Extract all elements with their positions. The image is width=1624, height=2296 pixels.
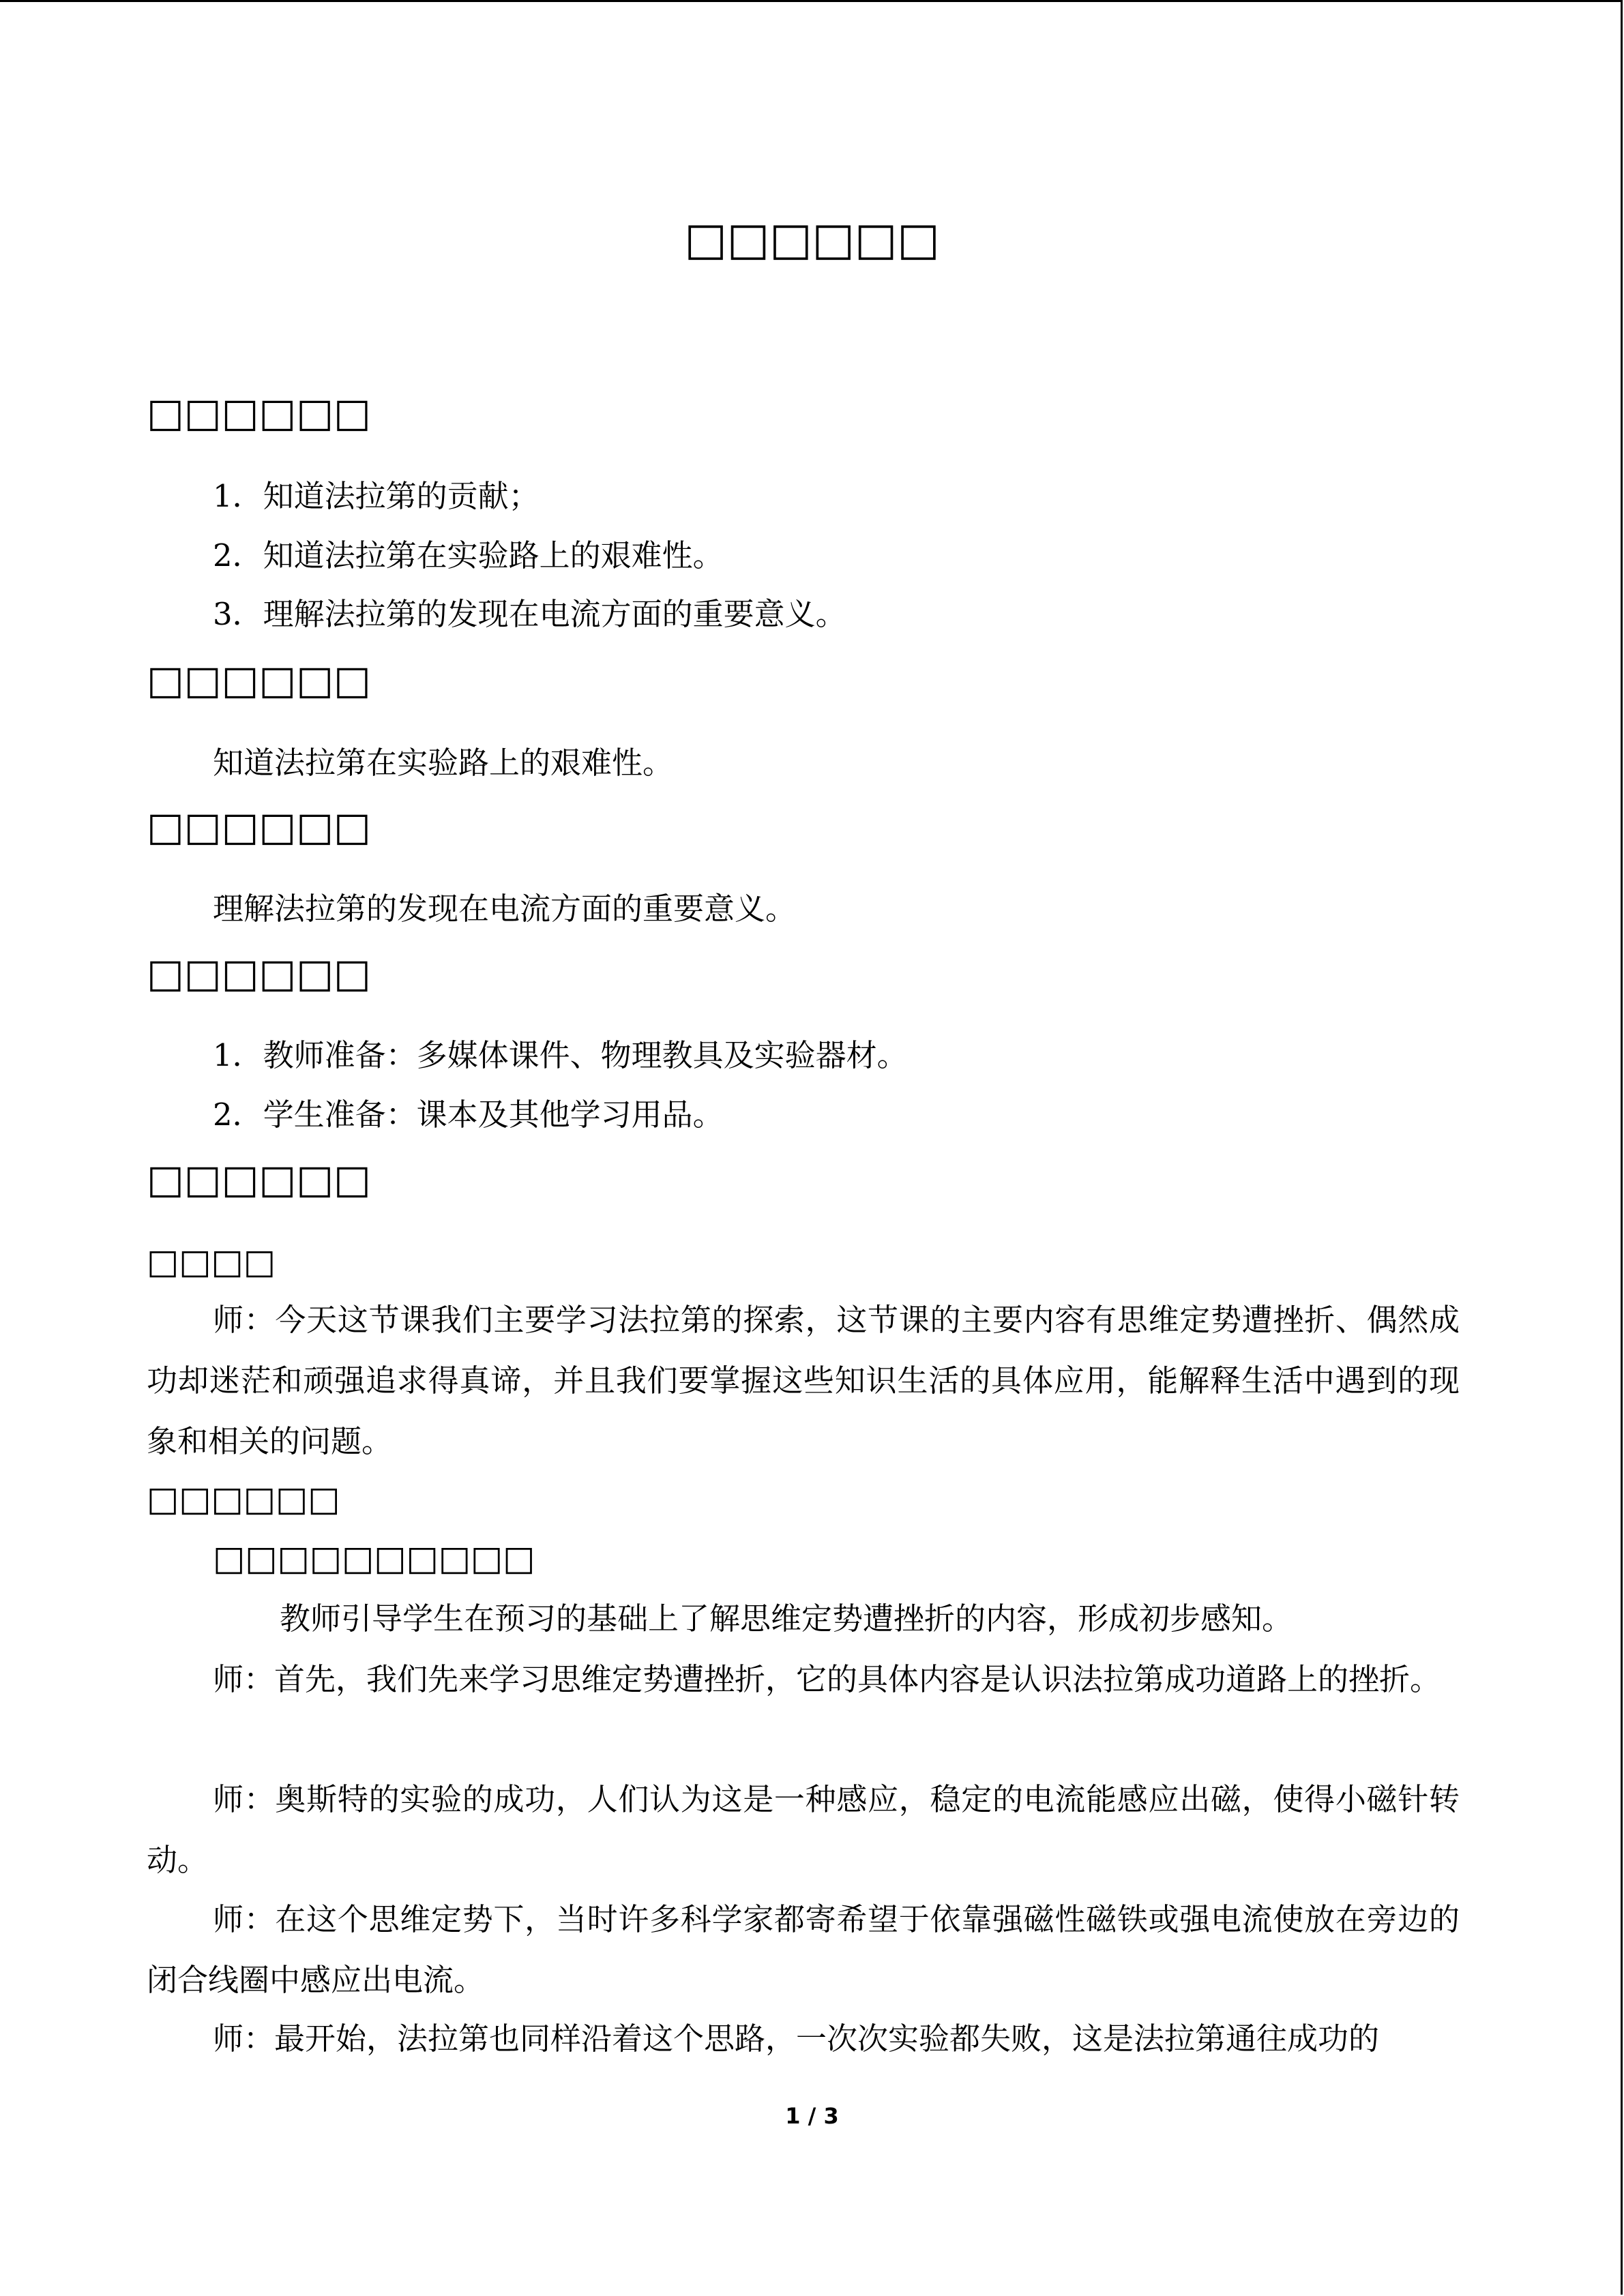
- new-lesson-heading: □□□□□□: [147, 1478, 340, 1519]
- page-number: 1 / 3: [785, 2103, 839, 2129]
- key-points-heading: □□□□□□: [147, 657, 371, 703]
- process-heading: □□□□□□: [147, 1156, 371, 1202]
- preparation-item-2: 2．学生准备：课本及其他学习用品。: [213, 1097, 724, 1133]
- objective-item-2: 2．知道法拉第在实验路上的艰难性。: [213, 537, 724, 573]
- difficult-points-text: 理解法拉第的发现在电流方面的重要意义。: [213, 891, 797, 927]
- lesson-paragraph-1: 师：首先，我们先来学习思维定势遭挫折，它的具体内容是认识法拉第成功道路上的挫折。: [213, 1661, 1441, 1697]
- difficult-points-heading: □□□□□□: [147, 803, 371, 850]
- subsection-heading: □□□□□□□□□□: [213, 1538, 535, 1578]
- document-title: □□□□□□: [684, 212, 940, 265]
- key-points-text: 知道法拉第在实验路上的艰难性。: [213, 745, 674, 781]
- preparation-item-1: 1．教师准备：多媒体课件、物理教具及实验器材。: [213, 1037, 908, 1073]
- lesson-paragraph-4: 师：最开始，法拉第也同样沿着这个思路，一次次实验都失败，这是法拉第通往成功的: [213, 2021, 1380, 2057]
- objective-item-1: 1．知道法拉第的贡献；: [213, 478, 540, 514]
- objective-item-3: 3．理解法拉第的发现在电流方面的重要意义。: [213, 596, 846, 632]
- lesson-paragraph-3: 师：在这个思维定势下，当时许多科学家都寄希望于依靠强磁性磁铁或强电流使放在旁边的闭合线圈中感应出电流。: [147, 1901, 1460, 1998]
- objectives-heading: □□□□□□: [147, 389, 371, 436]
- preparation-heading: □□□□□□: [147, 950, 371, 996]
- intro-heading: □□□□: [147, 1241, 276, 1281]
- intro-paragraph: 师：今天这节课我们主要学习法拉第的探索，这节课的主要内容有思维定势遭挫折、偶然成功却迷茫和顽强追求得真谛，并且我们要掌握这些知识生活的具体应用，能解释生活中遇到的现象和相关的问题。: [147, 1302, 1460, 1459]
- lesson-paragraph-2: 师：奥斯特的实验的成功，人们认为这是一种感应，稳定的电流能感应出磁，使得小磁针转动。: [147, 1781, 1460, 1878]
- guide-text: 教师引导学生在预习的基础上了解思维定势遭挫折的内容，形成初步感知。: [280, 1600, 1293, 1637]
